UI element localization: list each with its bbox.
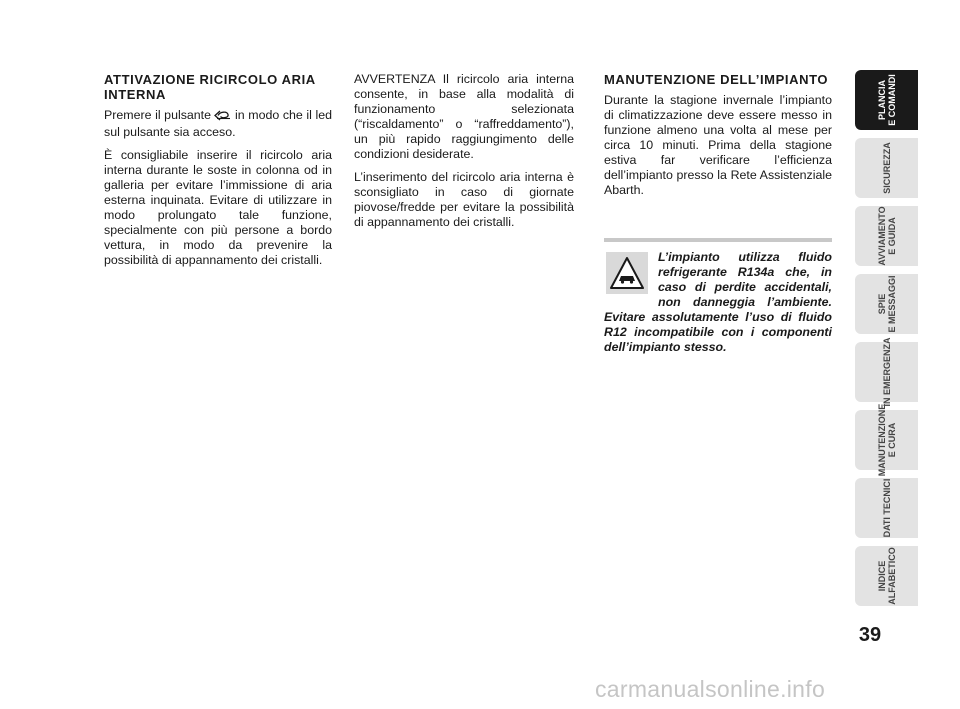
paragraph-maintenance: Durante la stagione invernale l’impianto di climatizzazione deve essere messo in funzione almeno una volta al mese per circa 10 minuti. Prima della stagione estiva far verificare l’efficienza dell’impianto presso la Rete Assistenziale Abarth. — [604, 93, 832, 197]
paragraph-warning-note-1: AVVERTENZA Il ricircolo aria interna consente, in base alla modalità di funzionamento selezionata (“riscaldamento” o “raffreddamento”), un più rapido raggiungimento delle condizioni desiderate. — [354, 72, 574, 161]
tab-label: MANUTENZIONE E CURA — [876, 403, 897, 477]
paragraph-warning-note-2: L’inserimento del ricircolo aria interna è sconsigliato in caso di giornate piovose/fredde per evitare la possibilità di appannamento dei cristalli. — [354, 170, 574, 229]
chapter-tabs — [855, 70, 918, 614]
tab-manutenzione-e-cura[interactable] — [855, 403, 918, 477]
tab-label: SICUREZZA — [881, 142, 892, 194]
tab-label: AVVIAMENTO E GUIDA — [876, 206, 897, 266]
tab-dati-tecnici[interactable] — [855, 478, 918, 538]
watermark: carmanualsonline.info — [595, 676, 826, 702]
tab-in-emergenza[interactable] — [855, 337, 918, 407]
heading-maintenance: MANUTENZIONE DELL’IMPIANTO — [604, 72, 829, 87]
warning-text: L’impianto utilizza fluido refrigerante R134a che, in caso di perdite accidentali, non danneggia l’ambiente. Evitare assolutamente l’uso di fluido R12 incompatibile con i componenti dell’impianto stesso. — [604, 250, 832, 354]
paragraph-recirculation-1: Premere il pulsante in modo che il led sul pulsante sia acceso. — [104, 108, 332, 139]
column-warning-note — [354, 72, 574, 238]
warning-divider — [604, 238, 832, 242]
recirculation-icon — [214, 110, 232, 125]
tab-sicurezza[interactable] — [855, 138, 918, 198]
environment-warning-box — [604, 238, 832, 355]
tab-label: INDICE ALFABETICO — [876, 547, 897, 605]
column-maintenance — [604, 72, 832, 206]
paragraph-recirculation-2: È consigliabile inserire il ricircolo aria interna durante le soste in colonna od in galleria per evitare l’immissione di aria esterna inquinata. Evitare di utilizzare in modo prolungato tale funzione, specialmente con più persone a bordo vettura, in modo da prevenire la possibilità di appannamento dei cristalli. — [104, 148, 332, 267]
tab-indice-alfabetico[interactable] — [855, 546, 918, 606]
warning-triangle-icon — [606, 252, 648, 294]
heading-recirculation: ATTIVAZIONE RICIRCOLO ARIA INTERNA — [104, 72, 316, 102]
column-recirculation — [104, 72, 332, 276]
tab-label: DATI TECNICI — [881, 478, 892, 538]
tab-avviamento-e-guida[interactable] — [855, 206, 918, 266]
tab-label: IN EMERGENZA — [881, 337, 892, 407]
page-number: 39 — [858, 624, 882, 646]
tab-label: PLANCIA E COMANDI — [876, 74, 897, 126]
tab-plancia-e-comandi[interactable] — [855, 70, 918, 130]
tab-label: SPIE E MESSAGGI — [876, 275, 897, 333]
tab-spie-e-messaggi[interactable] — [855, 274, 918, 334]
